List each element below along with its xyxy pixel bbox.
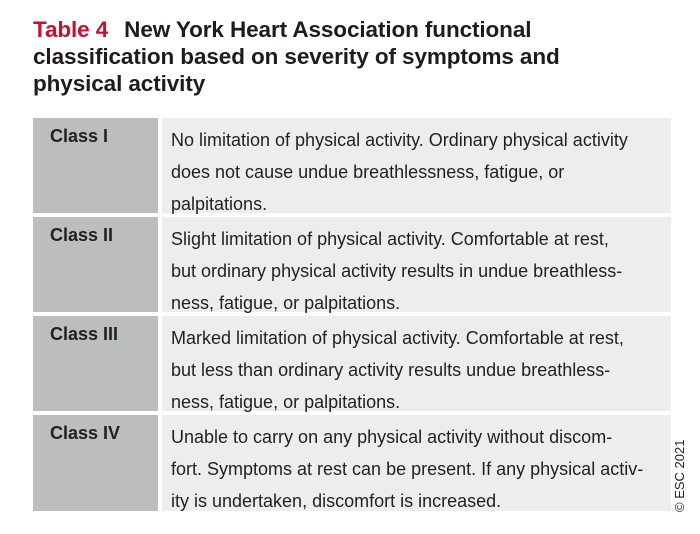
description-line: Marked limitation of physical activity. Comfortable at rest, [171,328,624,348]
description-line: Slight limitation of physical activity. Comfortable at rest, [171,229,609,249]
class-cell: Class I [33,118,158,213]
description-line: but less than ordinary activity results undue breathless- [171,360,611,380]
description-line: ness, fatigue, or palpitations. [171,293,401,313]
description-line: ity is undertaken, discomfort is increased. [171,491,502,511]
class-cell: Class III [33,316,158,411]
table-number-label: Table 4 [33,17,109,42]
title-line-3: physical activity [33,71,206,96]
description-line: fort. Symptoms at rest can be present. If any physical activ- [171,459,644,479]
description-line: Unable to carry on any physical activity without discom- [171,427,613,447]
description-cell [162,217,671,312]
nyha-table [33,118,671,515]
table-row [33,217,671,312]
copyright-notice: © ESC 2021 [672,439,687,512]
table-row [33,316,671,411]
class-cell: Class IV [33,415,158,511]
class-cell: Class II [33,217,158,312]
description-cell [162,316,671,411]
title-line-1: New York Heart Association functional [124,17,532,42]
table-row [33,118,671,213]
title-line-2: classification based on severity of symptoms and [33,44,560,69]
description-line: palpitations. [171,194,268,214]
table-title [33,16,653,97]
description-cell [162,118,671,213]
description-line: but ordinary physical activity results in undue breathless- [171,261,623,281]
description-line: does not cause undue breathlessness, fatigue, or [171,162,565,182]
description-line: ness, fatigue, or palpitations. [171,392,401,412]
table-row [33,415,671,511]
description-line: No limitation of physical activity. Ordinary physical activity [171,130,628,150]
description-cell [162,415,671,511]
